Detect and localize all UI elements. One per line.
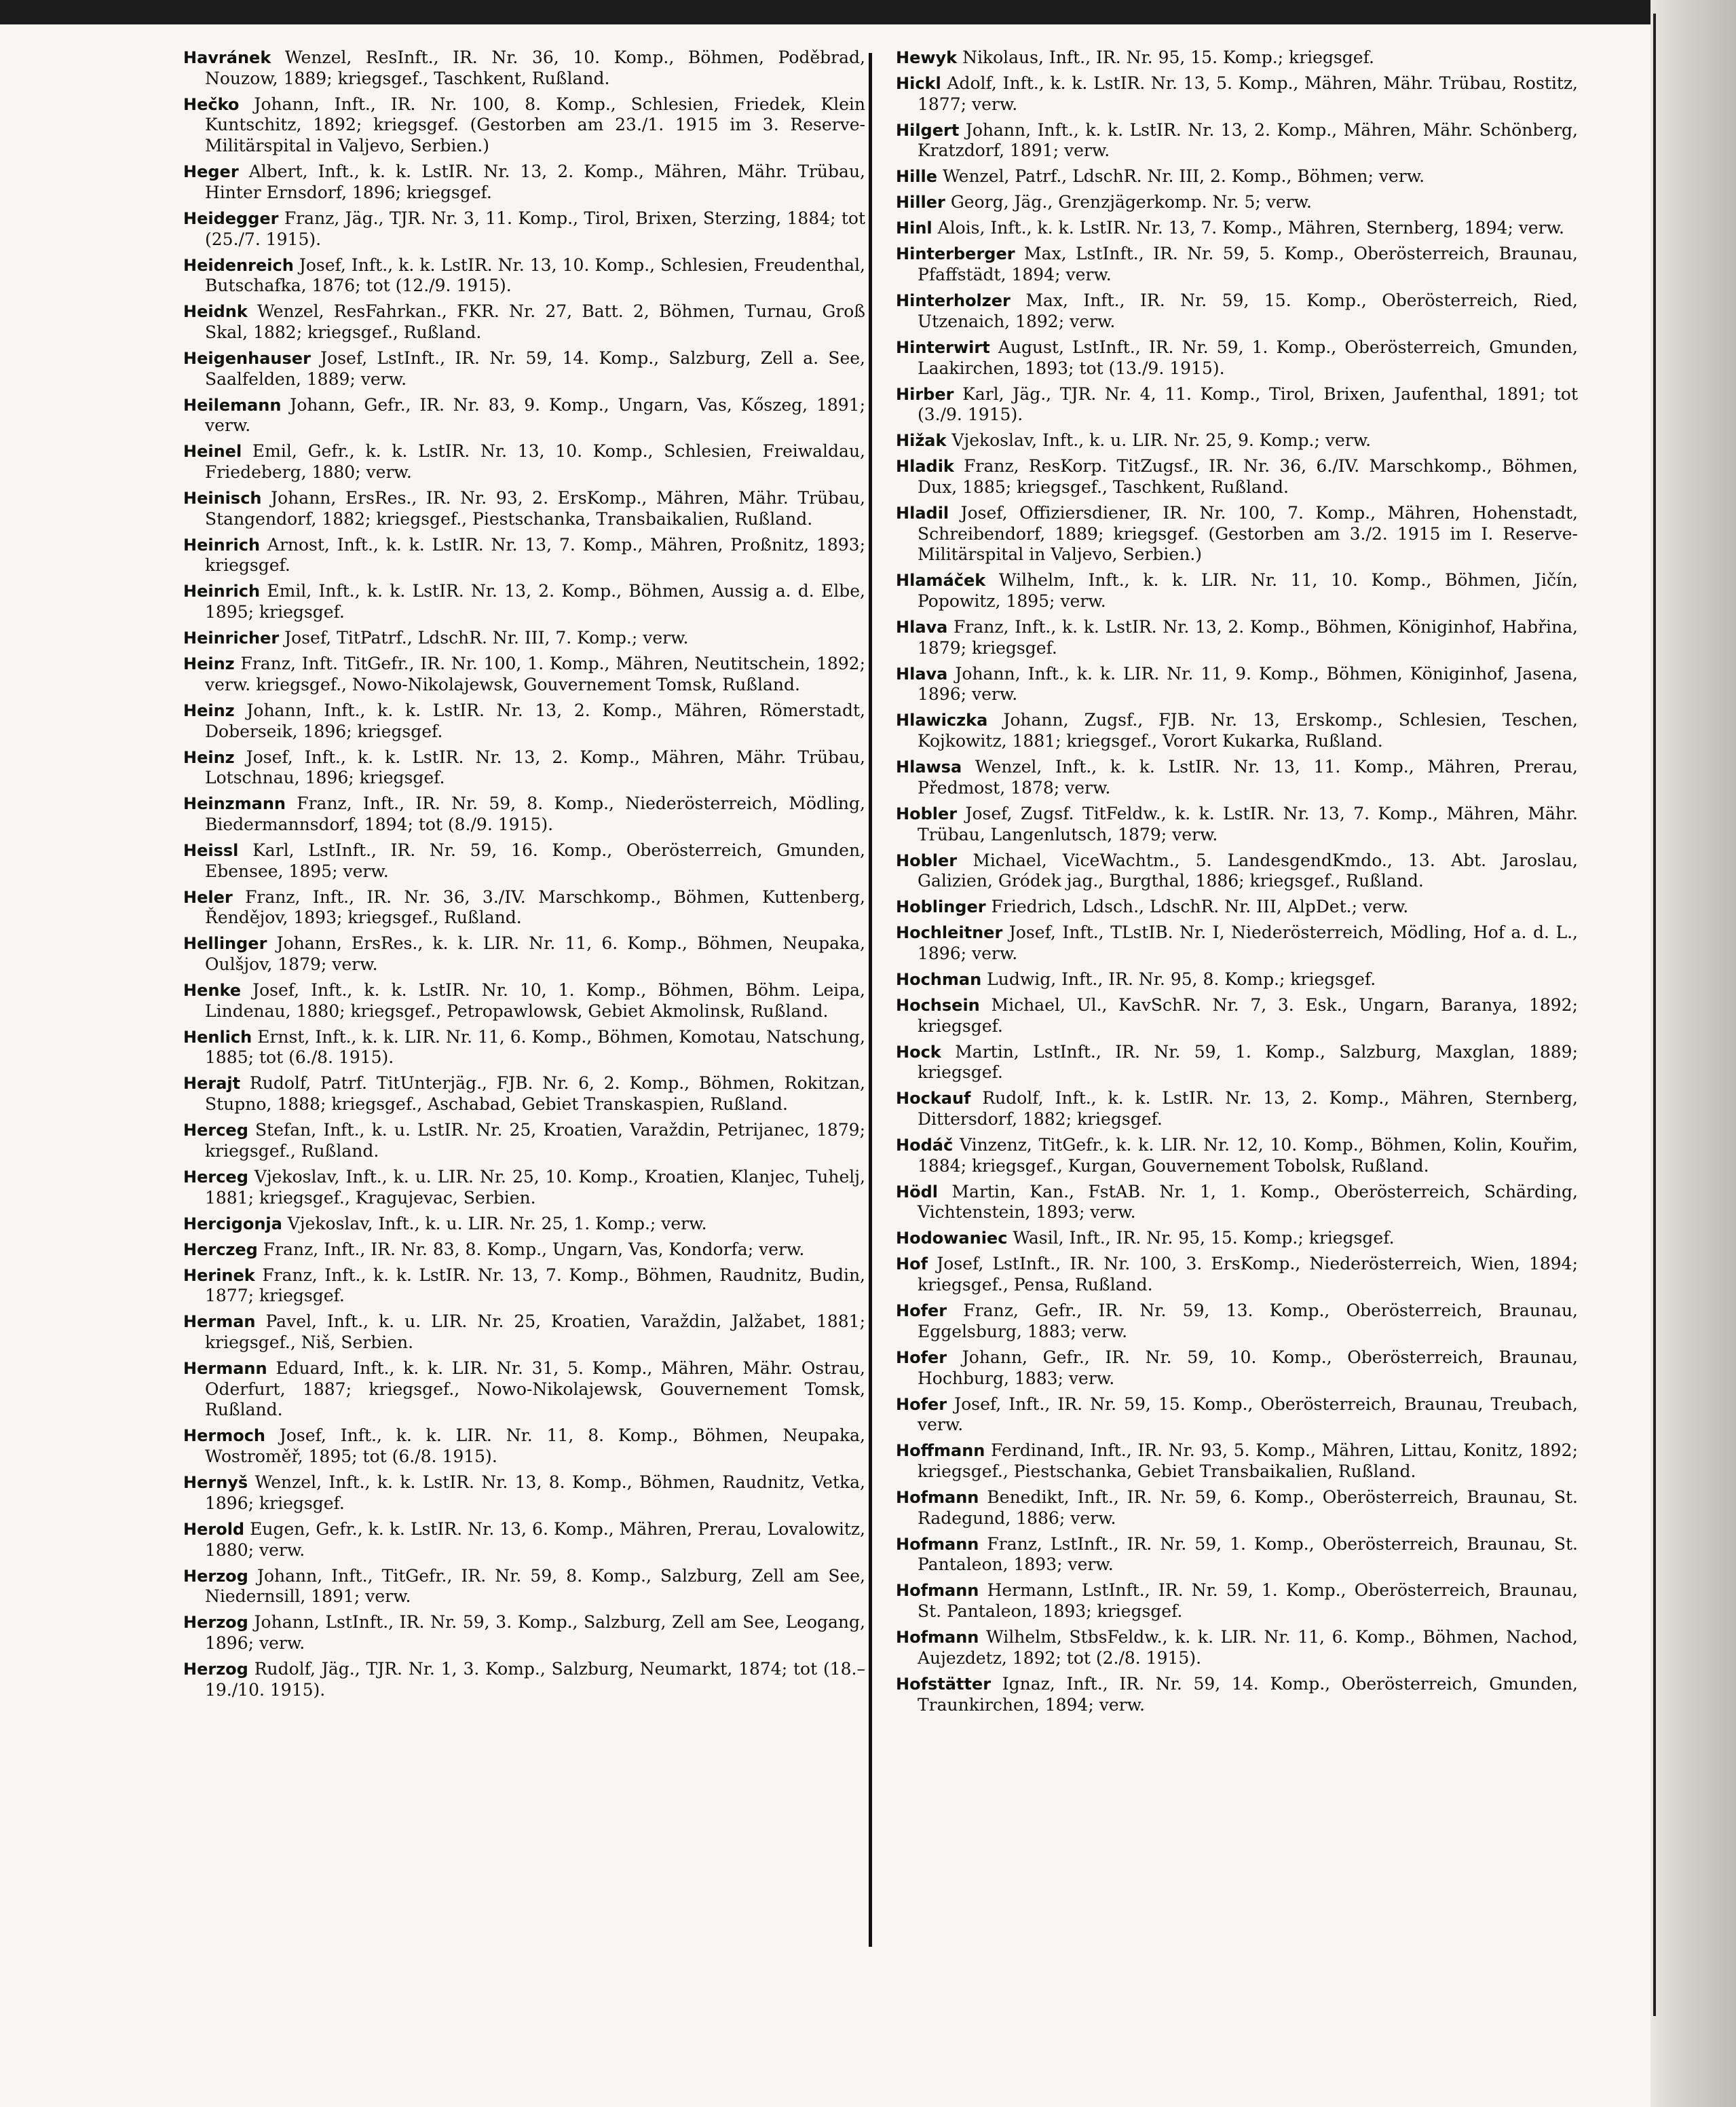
entry-details: Franz, Jäg., TJR. Nr. 3, 11. Komp., Tirol, Brixen, Sterzing, 1884; tot (25./7. 1915). (205, 208, 865, 249)
entry-details: Johann, Inft., TitGefr., IR. Nr. 59, 8. Komp., Salzburg, Zell am See, Niedernsill, 1891; verw. (205, 1565, 865, 1607)
register-entry (183, 1214, 865, 1235)
register-entry (183, 94, 865, 157)
register-entry (896, 757, 1578, 798)
entry-surname: Heler (183, 887, 233, 907)
entry-surname: Herinek (183, 1265, 255, 1285)
entry-surname: Hlava (896, 664, 948, 684)
entry-surname: Heilemann (183, 395, 282, 415)
register-entry (896, 995, 1578, 1037)
entry-details: Adolf, Inft., k. k. LstIR. Nr. 13, 5. Komp., Mähren, Mähr. Trübau, Rostitz, 1877; verw. (918, 73, 1578, 114)
entry-details: Emil, Gefr., k. k. LstIR. Nr. 13, 10. Komp., Schlesien, Freiwaldau, Friedeberg, 1880; verw. (205, 441, 865, 483)
entry-surname: Hofmann (896, 1534, 979, 1554)
entry-details: Rudolf, Jäg., TJR. Nr. 1, 3. Komp., Salzburg, Neumarkt, 1874; tot (18.–19./10. 1915). (205, 1658, 865, 1700)
entry-surname: Herczeg (183, 1239, 258, 1259)
entry-surname: Hečko (183, 94, 240, 114)
register-entry (183, 208, 865, 250)
register-entry (183, 488, 865, 529)
register-entry (183, 1358, 865, 1421)
entry-surname: Hladil (896, 503, 949, 523)
entry-surname: Heinrich (183, 582, 261, 601)
entry-details: Franz, Gefr., IR. Nr. 59, 13. Komp., Oberösterreich, Braunau, Eggelsburg, 1883; verw. (918, 1301, 1578, 1341)
register-entry (183, 1311, 865, 1353)
entry-surname: Hockauf (896, 1089, 971, 1108)
entry-details: Josef, Inft., k. k. LstIR. Nr. 10, 1. Komp., Böhmen, Böhm. Leipa, Lindenau, 1880; kriegsgef., Petropawlowsk, Gebiet Akmolinsk, Rußland. (205, 980, 865, 1021)
register-entry (896, 570, 1578, 612)
register-entry (183, 255, 865, 297)
entry-details: Johann, ErsRes., IR. Nr. 93, 2. ErsKomp., Mähren, Mähr. Trübau, Stangendorf, 1882; kriegsgef., Piestschanka, Transbaikalien, Rußland. (205, 488, 865, 529)
entry-details: Michael, ViceWachtm., 5. LandesgendKmdo., 13. Abt. Jaroslau, Galizien, Gródek jag., Burgthal, 1886; kriegsgef., Rußland. (918, 850, 1578, 891)
register-entry (896, 1088, 1578, 1130)
entry-details: Johann, Gefr., IR. Nr. 83, 9. Komp., Ungarn, Vas, Kőszeg, 1891; verw. (205, 394, 865, 436)
register-entry (896, 48, 1578, 69)
register-entry (183, 1027, 865, 1068)
entry-surname: Herzog (183, 1613, 248, 1633)
entry-surname: Hilgert (896, 120, 960, 140)
entry-surname: Hladik (896, 457, 954, 477)
register-entry (183, 348, 865, 390)
entry-details: Eugen, Gefr., k. k. LstIR. Nr. 13, 6. Komp., Mähren, Prerau, Lovalowitz, 1880; verw. (205, 1518, 865, 1560)
entry-surname: Heinricher (183, 629, 280, 648)
entry-details: Franz, Inft., k. k. LstIR. Nr. 13, 7. Komp., Böhmen, Raudnitz, Budin, 1877; kriegsgef. (205, 1265, 865, 1306)
entry-details: Johann, ErsRes., k. k. LIR. Nr. 11, 6. Komp., Böhmen, Neupaka, Oulšjov, 1879; verw. (205, 933, 865, 975)
entry-details: Franz, Inft. TitGefr., IR. Nr. 100, 1. Komp., Mähren, Neutitschein, 1892; verw. kriegsgef., Nowo-Nikolajewsk, Gouvernement Tomsk, Rußland. (205, 654, 865, 694)
register-entry (896, 73, 1578, 115)
entry-surname: Hinterholzer (896, 291, 1011, 311)
entry-surname: Herzog (183, 1566, 248, 1586)
entry-details: Max, LstInft., IR. Nr. 59, 5. Komp., Oberösterreich, Braunau, Pfaffstädt, 1894; verw. (918, 244, 1578, 285)
entry-surname: Hobler (896, 851, 958, 870)
register-entry (183, 1073, 865, 1115)
register-entry (183, 701, 865, 742)
entry-details: Josef, Offiziersdiener, IR. Nr. 100, 7. Komp., Mähren, Hohenstadt, Schreibendorf, 1889; kriegsgef. (Gestorben am 3./2. 1915 im I. Reserve-Militärspital in Valjevo, Serbien.) (918, 502, 1578, 565)
register-entry (183, 301, 865, 343)
entry-surname: Heissl (183, 840, 239, 860)
entry-details: Josef, Zugsf. TitFeldw., k. k. LstIR. Nr. 13, 7. Komp., Mähren, Mähr. Trübau, Langenlutsch, 1879; verw. (918, 803, 1578, 844)
entry-surname: Hižak (896, 431, 947, 451)
register-entry (183, 794, 865, 835)
entry-surname: Hödl (896, 1182, 938, 1201)
entry-details: Johann, Inft., k. k. LIR. Nr. 11, 9. Komp., Böhmen, Königinhof, Jasena, 1896; verw. (918, 663, 1578, 705)
entry-surname: Hlawiczka (896, 711, 988, 730)
entry-details: Friedrich, Ldsch., LdschR. Nr. III, AlpDet.; verw. (985, 897, 1409, 917)
entry-surname: Heidnk (183, 302, 248, 322)
entry-details: Johann, Inft., k. k. LstIR. Nr. 13, 2. Komp., Mähren, Römerstadt, Doberseik, 1896; kriegsgef. (205, 700, 865, 741)
entry-details: Franz, ResKorp. TitZugsf., IR. Nr. 36, 6./IV. Marschkomp., Böhmen, Dux, 1885; kriegsgef., Taschkent, Rußland. (918, 456, 1578, 497)
register-entry (896, 1228, 1578, 1249)
entry-surname: Hickl (896, 74, 941, 93)
entry-surname: Herceg (183, 1121, 248, 1140)
entry-surname: Heinisch (183, 489, 262, 508)
register-entry (183, 1659, 865, 1700)
register-entry (183, 1120, 865, 1161)
register-entry (896, 922, 1578, 964)
entry-surname: Hlawsa (896, 758, 962, 777)
register-entry (896, 166, 1578, 187)
register-entry (896, 291, 1578, 332)
register-entry (896, 664, 1578, 705)
register-entry (183, 628, 865, 649)
register-entry (183, 1519, 865, 1561)
entry-surname: Hoffmann (896, 1441, 985, 1461)
register-entry (183, 441, 865, 483)
register-entry (183, 980, 865, 1022)
entry-details: Franz, Inft., IR. Nr. 59, 8. Komp., Niederösterreich, Mödling, Biedermannsdorf, 1894; tot (8./9. 1915). (205, 794, 865, 834)
entry-surname: Hof (896, 1254, 928, 1274)
entry-details: Michael, Ul., KavSchR. Nr. 7, 3. Esk., Ungarn, Baranya, 1892; kriegsgef. (918, 994, 1578, 1036)
entry-details: Josef, TitPatrf., LdschR. Nr. III, 7. Komp.; verw. (279, 628, 689, 648)
entry-details: Ludwig, Inft., IR. Nr. 95, 8. Komp.; kriegsgef. (981, 969, 1376, 989)
entry-surname: Hofer (896, 1394, 947, 1414)
entry-details: Emil, Inft., k. k. LstIR. Nr. 13, 2. Komp., Böhmen, Aussig a. d. Elbe, 1895; kriegsgef. (205, 581, 865, 622)
entry-details: Karl, LstInft., IR. Nr. 59, 16. Komp., Oberösterreich, Gmunden, Ebensee, 1895; verw. (205, 840, 865, 881)
entry-surname: Hlamáček (896, 571, 986, 591)
entry-surname: Henlich (183, 1027, 252, 1047)
entry-details: Franz, Inft., k. k. LstIR. Nr. 13, 2. Komp., Böhmen, Königinhof, Habřina, 1879; kriegsgef. (918, 617, 1578, 658)
register-entry (183, 1472, 865, 1514)
register-entry (896, 851, 1578, 892)
register-entry (896, 1674, 1578, 1715)
scan-top-border (0, 0, 1736, 24)
entry-surname: Herzog (183, 1659, 248, 1679)
entry-details: Stefan, Inft., k. u. LstIR. Nr. 25, Kroatien, Varaždin, Petrijanec, 1879; kriegsgef., Rußland. (205, 1120, 865, 1161)
entry-surname: Hellinger (183, 934, 267, 954)
entry-surname: Hinterwirt (896, 337, 990, 357)
entry-details: Alois, Inft., k. k. LstIR. Nr. 13, 7. Komp., Mähren, Sternberg, 1894; verw. (932, 218, 1564, 238)
entry-details: Wenzel, Inft., k. k. LstIR. Nr. 13, 8. Komp., Böhmen, Raudnitz, Vetka, 1896; kriegsgef. (205, 1472, 865, 1513)
register-entry (896, 503, 1578, 565)
entry-details: Vjekoslav, Inft., k. u. LIR. Nr. 25, 10. Komp., Kroatien, Klanjec, Tuhelj, 1881; kriegsgef., Kragujevac, Serbien. (205, 1166, 865, 1208)
entry-surname: Heinzmann (183, 794, 286, 814)
entry-surname: Hofer (896, 1301, 947, 1321)
entry-details: Wenzel, ResFahrkan., FKR. Nr. 27, Batt. 2, Böhmen, Turnau, Groß Skal, 1882; kriegsgef., Rußland. (205, 301, 865, 342)
entry-details: Johann, LstInft., IR. Nr. 59, 3. Komp., Salzburg, Zell am See, Leogang, 1896; verw. (205, 1612, 865, 1653)
register-entry (896, 617, 1578, 658)
entry-surname: Hinterberger (896, 244, 1015, 264)
register-entry (896, 1135, 1578, 1176)
entry-details: Josef, Inft., k. k. LstIR. Nr. 13, 10. Komp., Schlesien, Freudenthal, Butschafka, 1876; tot (12./9. 1915). (205, 255, 865, 296)
entry-details: Johann, Gefr., IR. Nr. 59, 10. Komp., Oberösterreich, Braunau, Hochburg, 1883; verw. (918, 1347, 1578, 1388)
entry-details: Pavel, Inft., k. u. LIR. Nr. 25, Kroatien, Varaždin, Jalžabet, 1881; kriegsgef., Niš, Serbien. (205, 1311, 865, 1352)
entry-surname: Herman (183, 1312, 256, 1332)
column-divider (869, 53, 872, 1947)
entry-surname: Henke (183, 981, 242, 1001)
register-entry (896, 804, 1578, 845)
entry-details: Eduard, Inft., k. k. LIR. Nr. 31, 5. Komp., Mähren, Mähr. Ostrau, Oderfurt, 1887; kriegsgef., Nowo-Nikolajewsk, Gouvernement Tomsk, Rußland. (205, 1358, 865, 1420)
entry-surname: Heidegger (183, 208, 279, 228)
register-entry (183, 535, 865, 576)
entry-details: Johann, Inft., k. k. LstIR. Nr. 13, 2. Komp., Mähren, Mähr. Schönberg, Kratzdorf, 1891; verw. (918, 119, 1578, 161)
entry-surname: Hlava (896, 618, 948, 637)
entry-surname: Hodáč (896, 1136, 954, 1155)
entry-surname: Hirber (896, 384, 954, 404)
register-entry (183, 1167, 865, 1208)
register-entry (896, 430, 1578, 451)
entry-details: Max, Inft., IR. Nr. 59, 15. Komp., Oberösterreich, Ried, Utzenaich, 1892; verw. (918, 291, 1578, 331)
register-entry (896, 1394, 1578, 1436)
register-entry (183, 747, 865, 789)
entry-surname: Hofer (896, 1347, 947, 1367)
register-entry (183, 1612, 865, 1654)
register-entry (896, 710, 1578, 751)
entry-details: Franz, Inft., IR. Nr. 83, 8. Komp., Ungarn, Vas, Kondorfa; verw. (257, 1239, 805, 1259)
register-entry (896, 1580, 1578, 1622)
entry-details: Wasil, Inft., IR. Nr. 95, 15. Komp.; kriegsgef. (1007, 1228, 1395, 1248)
entry-details: Wenzel, Inft., k. k. LstIR. Nr. 13, 11. Komp., Mähren, Prerau, Předmost, 1878; verw. (918, 757, 1578, 798)
entry-surname: Heinel (183, 442, 242, 462)
entry-details: Ernst, Inft., k. k. LIR. Nr. 11, 6. Komp., Böhmen, Komotau, Natschung, 1885; tot (6./8. 1915). (205, 1026, 865, 1068)
register-entry (896, 897, 1578, 918)
entry-details: Rudolf, Patrf. TitUnterjäg., FJB. Nr. 6, 2. Komp., Böhmen, Rokitzan, Stupno, 1888; kriegsgef., Aschabad, Gebiet Transkaspien, Rußland. (205, 1073, 865, 1115)
entry-details: Vjekoslav, Inft., k. u. LIR. Nr. 25, 1. Komp.; verw. (282, 1213, 707, 1233)
scan-right-margin (1650, 0, 1736, 2107)
register-entry (896, 1042, 1578, 1083)
register-entry (896, 1182, 1578, 1223)
entry-surname: Hock (896, 1042, 941, 1062)
entry-surname: Heinrich (183, 535, 261, 555)
entry-surname: Hochleitner (896, 923, 1003, 943)
left-column (183, 48, 865, 1706)
entry-surname: Hofmann (896, 1581, 979, 1601)
register-entry (896, 384, 1578, 426)
entry-details: Josef, Inft., TLstIB. Nr. I, Niederösterreich, Mödling, Hof a. d. L., 1896; verw. (918, 922, 1578, 963)
entry-surname: Hercigonja (183, 1214, 282, 1233)
register-entry (896, 1440, 1578, 1482)
register-entry (183, 933, 865, 975)
register-entry (896, 192, 1578, 213)
entry-surname: Heidenreich (183, 255, 294, 275)
entry-details: Josef, LstInft., IR. Nr. 100, 3. ErsKomp., Niederösterreich, Wien, 1894; kriegsgef., Pensa, Rußland. (918, 1254, 1578, 1295)
entry-details: Martin, LstInft., IR. Nr. 59, 1. Komp., Salzburg, Maxglan, 1889; kriegsgef. (918, 1041, 1578, 1083)
entry-details: Johann, Zugsf., FJB. Nr. 13, Erskomp., Schlesien, Teschen, Kojkowitz, 1881; kriegsgef., Vorort Kukarka, Rußland. (918, 710, 1578, 751)
right-column (896, 48, 1578, 1721)
entry-details: Franz, Inft., IR. Nr. 36, 3./IV. Marschkomp., Böhmen, Kuttenberg, Řendějov, 1893; kriegsgef., Rußland. (205, 887, 865, 928)
entry-surname: Heger (183, 162, 239, 182)
entry-details: Wilhelm, StbsFeldw., k. k. LIR. Nr. 11, 6. Komp., Böhmen, Nachod, Aujezdetz, 1892; tot (2./8. 1915). (918, 1627, 1578, 1668)
entry-surname: Hernyš (183, 1473, 248, 1493)
entry-details: Josef, Inft., k. k. LIR. Nr. 11, 8. Komp., Böhmen, Neupaka, Wostroměř, 1895; tot (6./8. 1915). (205, 1425, 865, 1467)
entry-surname: Hofmann (896, 1628, 979, 1647)
entry-details: August, LstInft., IR. Nr. 59, 1. Komp., Oberösterreich, Gmunden, Laakirchen, 1893; tot (13./9. 1915). (918, 337, 1578, 378)
entry-details: Karl, Jäg., TJR. Nr. 4, 11. Komp., Tirol, Brixen, Jaufenthal, 1891; tot (3./9. 1915). (918, 384, 1578, 425)
entry-surname: Hochsein (896, 995, 980, 1015)
register-entry (896, 1301, 1578, 1342)
register-entry (183, 581, 865, 622)
entry-details: Albert, Inft., k. k. LstIR. Nr. 13, 2. Komp., Mähren, Mähr. Trübau, Hinter Ernsdorf, 1896; kriegsgef. (205, 162, 865, 202)
entry-surname: Herold (183, 1519, 245, 1539)
register-entry (896, 337, 1578, 379)
entry-details: Martin, Kan., FstAB. Nr. 1, 1. Komp., Oberösterreich, Schärding, Vichtenstein, 1893; verw. (918, 1181, 1578, 1223)
entry-surname: Hinl (896, 219, 932, 238)
entry-surname: Hochman (896, 969, 982, 989)
register-entry (896, 120, 1578, 162)
scan-edge-line (1653, 14, 1656, 2016)
entry-surname: Heinz (183, 654, 235, 674)
entry-surname: Havránek (183, 48, 271, 67)
register-entry (896, 1254, 1578, 1295)
register-entry (896, 969, 1578, 990)
register-entry (183, 162, 865, 203)
register-entry (183, 395, 865, 436)
entry-details: Wilhelm, Inft., k. k. LIR. Nr. 11, 10. Komp., Böhmen, Jičín, Popowitz, 1895; verw. (918, 570, 1578, 612)
entry-details: Vinzenz, TitGefr., k. k. LIR. Nr. 12, 10. Komp., Böhmen, Kolin, Kouřim, 1884; kriegsgef., Kurgan, Gouvernement Tobolsk, Rußland. (918, 1135, 1578, 1176)
entry-surname: Hiller (896, 193, 945, 212)
register-entry (183, 1566, 865, 1607)
entry-details: Benedikt, Inft., IR. Nr. 59, 6. Komp., Oberösterreich, Braunau, St. Radegund, 1886; verw. (918, 1487, 1578, 1528)
entry-surname: Hofmann (896, 1487, 979, 1507)
entry-details: Wenzel, Patrf., LdschR. Nr. III, 2. Komp., Böhmen; verw. (937, 166, 1425, 187)
entry-surname: Hofstätter (896, 1674, 992, 1694)
entry-details: Wenzel, ResInft., IR. Nr. 36, 10. Komp., Böhmen, Poděbrad, Nouzow, 1889; kriegsgef., Taschkent, Rußland. (205, 48, 865, 88)
entry-details: Josef, Inft., IR. Nr. 59, 15. Komp., Oberösterreich, Braunau, Treubach, verw. (918, 1394, 1578, 1435)
entry-details: Georg, Jäg., Grenzjägerkomp. Nr. 5; verw. (945, 192, 1312, 212)
entry-surname: Hewyk (896, 48, 958, 67)
entry-surname: Hodowaniec (896, 1229, 1008, 1248)
register-entry (896, 1347, 1578, 1389)
entry-details: Johann, Inft., IR. Nr. 100, 8. Komp., Schlesien, Friedek, Klein Kuntschitz, 1892; kriegsgef. (Gestorben am 23./1. 1915 im 3. Reserve-Militärspital in Valjevo, Serbien.) (205, 94, 865, 156)
entry-surname: Hille (896, 167, 938, 187)
register-entry (183, 1425, 865, 1467)
entry-details: Ignaz, Inft., IR. Nr. 59, 14. Komp., Oberösterreich, Gmunden, Traunkirchen, 1894; verw. (918, 1673, 1578, 1715)
register-entry (183, 654, 865, 695)
register-entry (896, 218, 1578, 239)
entry-details: Ferdinand, Inft., IR. Nr. 93, 5. Komp., Mähren, Littau, Konitz, 1892; kriegsgef., Piestschanka, Gebiet Transbaikalien, Rußland. (918, 1440, 1578, 1481)
register-entry (896, 1487, 1578, 1529)
entry-details: Nikolaus, Inft., IR. Nr. 95, 15. Komp.; kriegsgef. (957, 48, 1374, 67)
register-entry (896, 244, 1578, 285)
entry-details: Hermann, LstInft., IR. Nr. 59, 1. Komp., Oberösterreich, Braunau, St. Pantaleon, 1893; kriegsgef. (918, 1580, 1578, 1622)
entry-surname: Hermoch (183, 1426, 266, 1446)
entry-surname: Herajt (183, 1074, 241, 1094)
register-entry (183, 887, 865, 929)
register-entry (183, 48, 865, 89)
entry-details: Franz, LstInft., IR. Nr. 59, 1. Komp., Oberösterreich, Braunau, St. Pantaleon, 1893; verw. (918, 1533, 1578, 1575)
register-entry (183, 1265, 865, 1307)
entry-details: Josef, Inft., k. k. LstIR. Nr. 13, 2. Komp., Mähren, Mähr. Trübau, Lotschnau, 1896; kriegsgef. (205, 747, 865, 788)
entry-surname: Herceg (183, 1167, 248, 1187)
entry-surname: Hobler (896, 804, 958, 823)
register-entry (183, 1239, 865, 1261)
entry-details: Vjekoslav, Inft., k. u. LIR. Nr. 25, 9. Komp.; verw. (946, 430, 1372, 451)
entry-details: Arnost, Inft., k. k. LstIR. Nr. 13, 7. Komp., Mähren, Proßnitz, 1893; kriegsgef. (205, 534, 865, 576)
entry-surname: Heinz (183, 747, 235, 767)
entry-surname: Hoblinger (896, 897, 986, 917)
entry-surname: Heigenhauser (183, 348, 311, 368)
register-entry (896, 456, 1578, 498)
entry-surname: Heinz (183, 701, 235, 720)
register-entry (896, 1627, 1578, 1668)
entry-details: Rudolf, Inft., k. k. LstIR. Nr. 13, 2. Komp., Mähren, Sternberg, Dittersdorf, 1882; kriegsgef. (918, 1088, 1578, 1130)
entry-details: Josef, LstInft., IR. Nr. 59, 14. Komp., Salzburg, Zell a. See, Saalfelden, 1889; verw. (205, 348, 865, 389)
register-entry (896, 1534, 1578, 1575)
entry-surname: Hermann (183, 1358, 267, 1378)
register-entry (183, 840, 865, 882)
